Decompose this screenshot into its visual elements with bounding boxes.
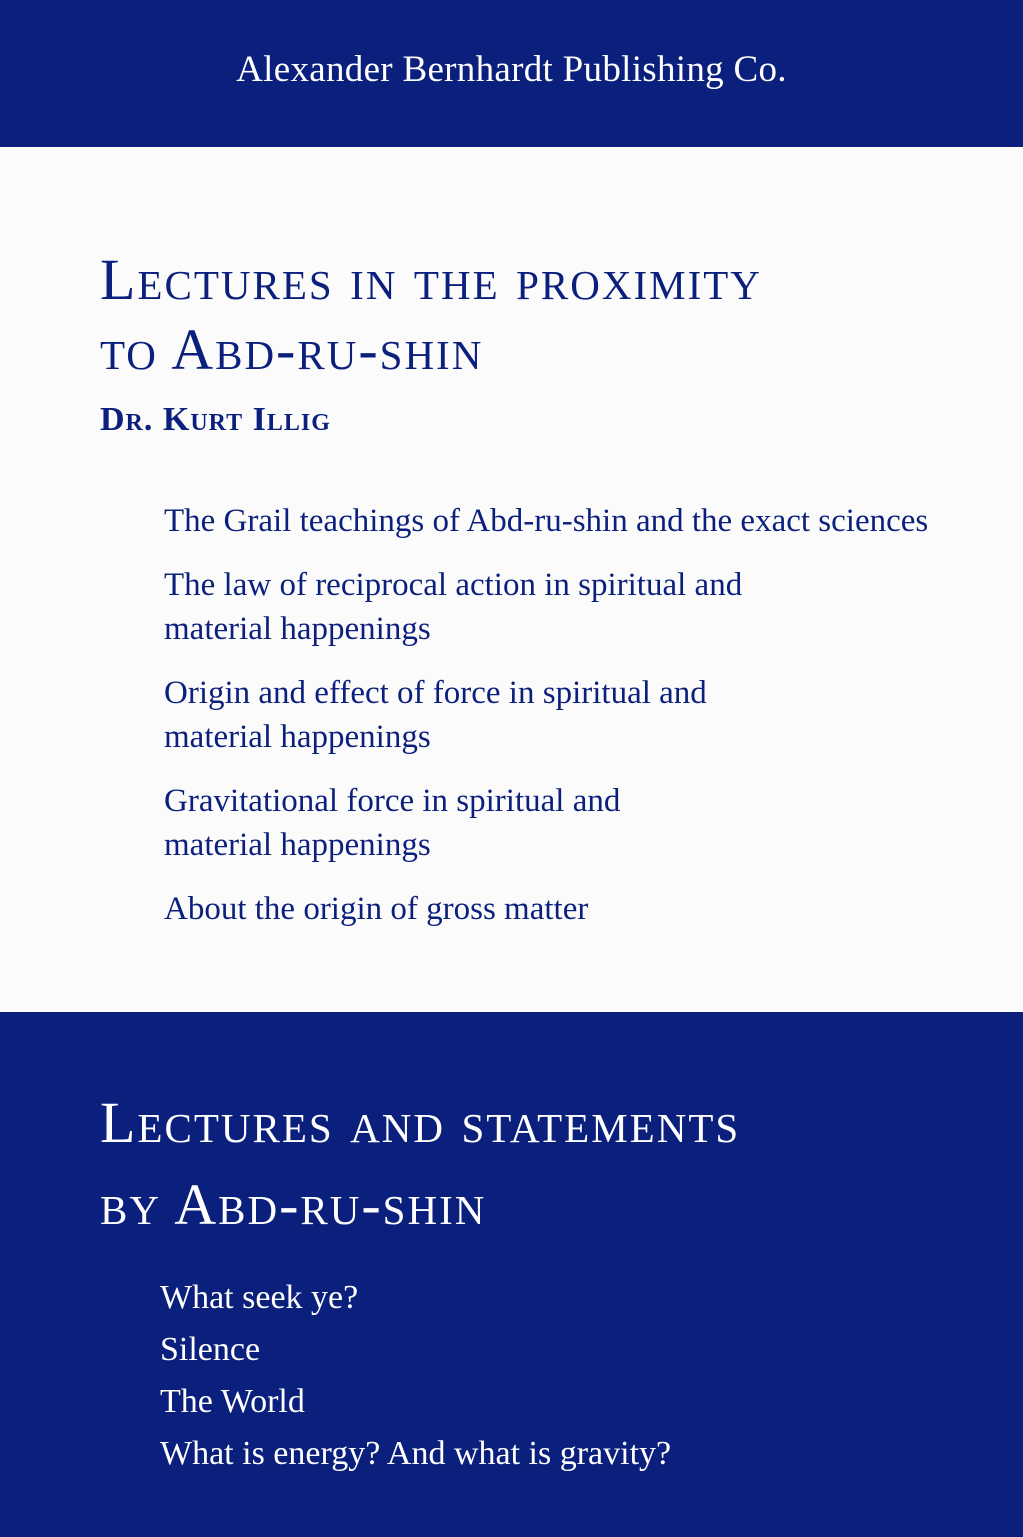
list-item: The World	[160, 1383, 305, 1420]
section-1-title-line-2: to Abd-ru-shin	[100, 317, 484, 382]
author-name: Dr. Kurt Illig	[100, 401, 331, 438]
section-2-title-line-2: by Abd-ru-shin	[100, 1172, 487, 1237]
section-lectures-statements	[0, 1012, 1023, 1537]
section-2-title	[100, 1082, 980, 1246]
section-1-lecture-list	[164, 499, 994, 951]
list-item: Origin and effect of force in spiritual and material happenings	[164, 675, 707, 755]
section-1-title	[100, 245, 980, 385]
list-item: What seek ye?	[160, 1279, 359, 1316]
list-item: The Grail teachings of Abd-ru-shin and the exact sciences	[164, 503, 929, 539]
list-item: Gravitational force in spiritual and material happenings	[164, 783, 621, 863]
list-item: The law of reciprocal action in spiritual and material happenings	[164, 567, 743, 647]
section-2-title-line-1: Lectures and statements	[100, 1090, 741, 1155]
list-item: About the origin of gross matter	[164, 891, 589, 927]
section-1-title-line-1: Lectures in the proximity	[100, 247, 762, 312]
list-item: What is energy? And what is gravity?	[160, 1435, 672, 1472]
list-item: Silence	[160, 1331, 261, 1368]
section-2-lecture-list	[160, 1272, 671, 1480]
publisher-name: Alexander Bernhardt Publishing Co.	[236, 49, 787, 90]
section-lectures-proximity	[0, 147, 1023, 1012]
publisher-banner	[0, 0, 1023, 147]
